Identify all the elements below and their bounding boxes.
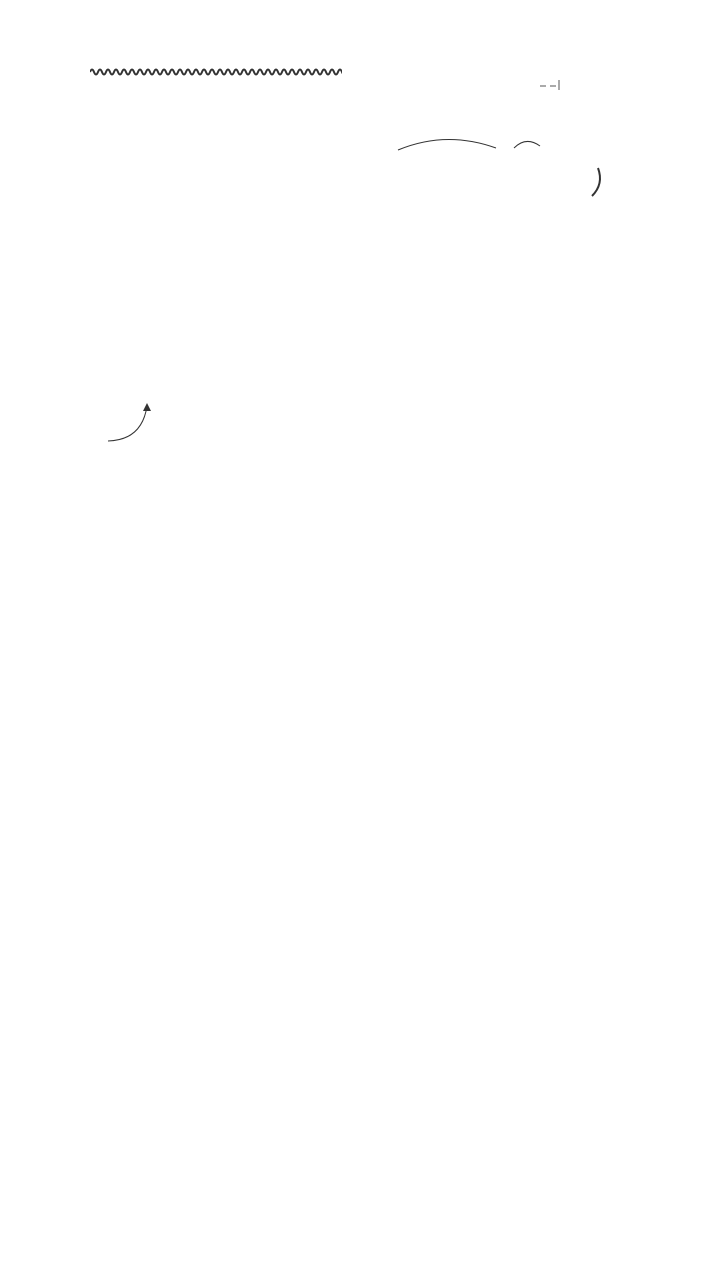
hammer-on-arc: [512, 136, 544, 152]
letring-dash: [540, 78, 564, 92]
flag-curve: [588, 166, 606, 198]
vibrato-wave: [90, 66, 342, 78]
bend-arrow: [100, 400, 160, 446]
slide-curve: [396, 130, 506, 154]
